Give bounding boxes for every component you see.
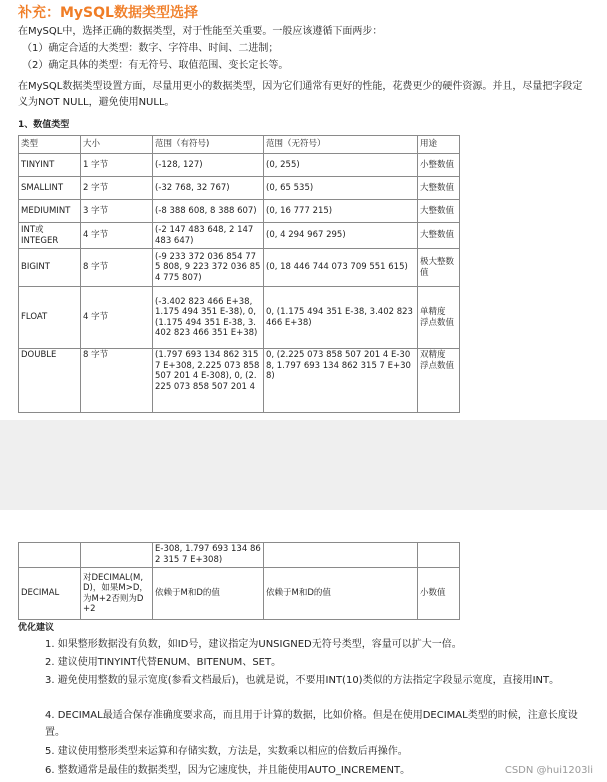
section-heading-optimization: 优化建议: [18, 623, 55, 633]
header-cell: 范围（有符号): [153, 136, 264, 154]
table-cell: 8 字节: [81, 249, 153, 287]
table-cell: 对DECIMAL(M,D)，如果M>D，为M+2否则为D+2: [81, 568, 153, 620]
page-title: 补充：MySQL数据类型选择: [18, 5, 198, 21]
tip-item: 1. 如果整形数据没有负数，如ID号，建议指定为UNSIGNED无符号类型，容量可以扩大一倍。: [45, 639, 462, 650]
table-cell: DECIMAL: [19, 568, 81, 620]
table-cell: 8 字节: [81, 349, 153, 413]
table-cell: 依赖于M和D的值: [264, 568, 418, 620]
table-cell: (0, 255): [264, 154, 418, 177]
table-cell: (1.797 693 134 862 315 7 E+308, 2.225 073 858 507 201 4 E-308), 0, (2.225 073 858 507 201 4: [153, 349, 264, 413]
table-cell: (-3.402 823 466 E+38, 1.175 494 351 E-38), 0, (1.175 494 351 E-38, 3.402 823 466 351 E+38): [153, 287, 264, 349]
header-cell: 范围（无符号）: [264, 136, 418, 154]
page-bottom: [0, 510, 607, 782]
intro-step-2: （2）确定具体的类型：有无符号、取值范围、变长定长等。: [22, 60, 289, 71]
table-cell: (-32 768, 32 767): [153, 177, 264, 200]
tip-item: 5. 建议使用整形类型来运算和存储实数，方法是，实数乘以相应的倍数后再操作。: [45, 746, 408, 757]
tip-item: 3. 避免使用整数的显示宽度(参看文档最后)，也就是说，不要用INT(10)类似的方法指定字段显示宽度，直接用INT。: [45, 675, 560, 686]
table-cell: 大整数值: [418, 177, 460, 200]
table-cell: (0, 4 294 967 295): [264, 223, 418, 249]
table-cell: 小整数值: [418, 154, 460, 177]
intro-paragraph: 在MySQL数据类型设置方面，尽量用更小的数据类型，因为它们通常有更好的性能，花费更少的硬件资源。并且，尽量把字段定义为NOT NULL，避免使用NULL。: [18, 81, 583, 108]
tip-item: 4. DECIMAL最适合保存准确度要求高，而且用于计算的数据，比如价格。但是在使用DECIMAL类型的时候，注意长度设置。: [45, 710, 578, 738]
table-cell: [81, 543, 153, 568]
intro-line: 在MySQL中，选择正确的数据类型，对于性能至关重要。一般应该遵循下面两步：: [18, 26, 383, 37]
watermark: CSDN @hui1203li: [504, 765, 593, 776]
intro-step-1: （1）确定合适的大类型：数字、字符串、时间、二进制；: [22, 43, 279, 54]
table-cell: 依赖于M和D的值: [153, 568, 264, 620]
table-cell: INT或 INTEGER: [19, 223, 81, 249]
table-cell: MEDIUMINT: [19, 200, 81, 223]
table-row: [19, 177, 460, 200]
header-cell: 大小: [81, 136, 153, 154]
table-cell: (-2 147 483 648, 2 147 483 647): [153, 223, 264, 249]
table-row: [19, 568, 460, 620]
table-row: [19, 287, 460, 349]
table-cell: DOUBLE: [19, 349, 81, 413]
table-cell: (0, 65 535): [264, 177, 418, 200]
table-cell: (-8 388 608, 8 388 607): [153, 200, 264, 223]
table-cell: (-9 233 372 036 854 775 808, 9 223 372 036 854 775 807): [153, 249, 264, 287]
page-gap: [0, 420, 607, 510]
table-cell: 3 字节: [81, 200, 153, 223]
table-cell: SMALLINT: [19, 177, 81, 200]
table-cell: 大整数值: [418, 223, 460, 249]
table-row: [19, 543, 460, 568]
table-header-row: [19, 136, 460, 154]
header-cell: 类型: [19, 136, 81, 154]
table-row: [19, 200, 460, 223]
table-cell: 小数值: [418, 568, 460, 620]
table-cell: 2 字节: [81, 177, 153, 200]
table-row: [19, 154, 460, 177]
table-row: [19, 249, 460, 287]
table-cell: BIGINT: [19, 249, 81, 287]
header-cell: 用途: [418, 136, 460, 154]
table-cell: [264, 543, 418, 568]
table-row: [19, 223, 460, 249]
tip-item: 6. 整数通常是最佳的数据类型，因为它速度快，并且能使用AUTO_INCREMENT。: [45, 765, 411, 776]
section-heading-numeric: 1、数值类型: [18, 120, 70, 130]
table-cell: FLOAT: [19, 287, 81, 349]
table-cell: 0, (1.175 494 351 E-38, 3.402 823 466 E+38): [264, 287, 418, 349]
table-cell: (0, 16 777 215): [264, 200, 418, 223]
table-cell: 0, (2.225 073 858 507 201 4 E-308, 1.797 693 134 862 315 7 E+308): [264, 349, 418, 413]
table-cell: [19, 543, 81, 568]
table-cell: E-308, 1.797 693 134 862 315 7 E+308): [153, 543, 264, 568]
table-cell: (0, 18 446 744 073 709 551 615): [264, 249, 418, 287]
table-cell: 4 字节: [81, 287, 153, 349]
table-cell: 单精度 浮点数值: [418, 287, 460, 349]
table-row: [19, 349, 460, 413]
table-cell: 大整数值: [418, 200, 460, 223]
table-cell: (-128, 127): [153, 154, 264, 177]
table-cell: [418, 543, 460, 568]
numeric-types-table-continued: [18, 542, 460, 620]
table-cell: 1 字节: [81, 154, 153, 177]
table-cell: 4 字节: [81, 223, 153, 249]
tip-item: 2. 建议使用TINYINT代替ENUM、BITENUM、SET。: [45, 657, 282, 668]
table-cell: TINYINT: [19, 154, 81, 177]
table-cell: 双精度 浮点数值: [418, 349, 460, 413]
table-cell: 极大整数值: [418, 249, 460, 287]
numeric-types-table: [18, 135, 460, 413]
